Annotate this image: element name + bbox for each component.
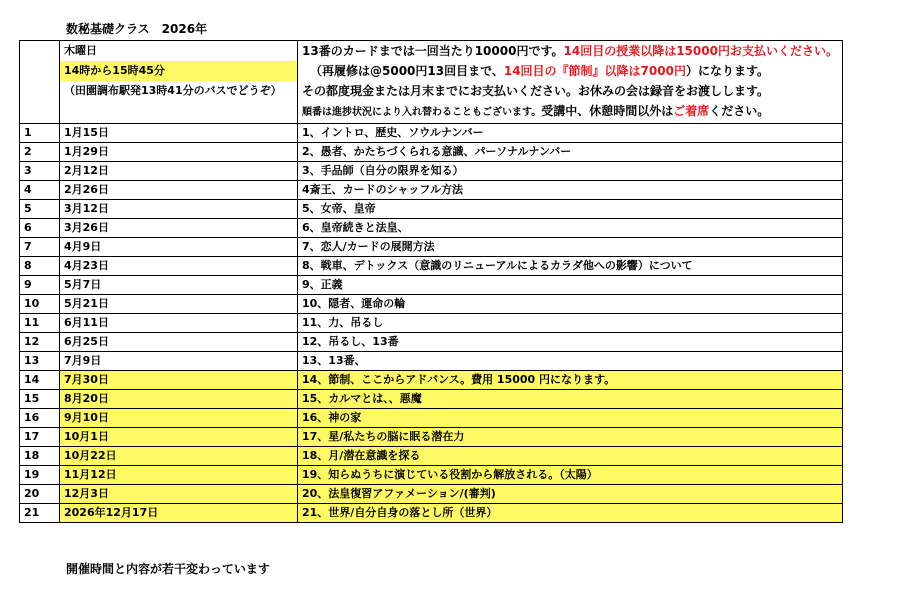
payment-line: その都度現金または月末までにお支払いください。お休みの会は録音をお渡しします。 — [302, 84, 770, 98]
table-row — [20, 143, 843, 162]
seat-note-end: ください。 — [709, 104, 770, 118]
table-row-advanced — [20, 371, 843, 390]
lesson-number: 7 — [20, 238, 60, 257]
lesson-content: 1、イントロ、歴史、ソウルナンバー — [298, 124, 843, 143]
header-schedule-cell — [60, 41, 298, 124]
fee-line-1 — [302, 41, 838, 61]
lesson-date: 10月22日 — [60, 447, 298, 466]
lesson-date: 9月10日 — [60, 409, 298, 428]
table-row — [20, 352, 843, 371]
fee-line-2 — [302, 61, 838, 81]
lesson-date: 5月7日 — [60, 276, 298, 295]
table-row-advanced — [20, 466, 843, 485]
lesson-date: 11月12日 — [60, 466, 298, 485]
lesson-content: 13、13番、 — [298, 352, 843, 371]
lesson-content: 12、吊るし、13番 — [298, 333, 843, 352]
lesson-number: 11 — [20, 314, 60, 333]
table-row — [20, 219, 843, 238]
seat-note: 受講中、休憩時間以外は — [541, 104, 674, 118]
lesson-content: 16、神の家 — [298, 409, 843, 428]
table-row — [20, 333, 843, 352]
lesson-content: 11、力、吊るし — [298, 314, 843, 333]
lesson-number: 8 — [20, 257, 60, 276]
lesson-date: 7月9日 — [60, 352, 298, 371]
footer-note: 開催時間と内容が若干変わっています — [66, 562, 270, 576]
table-row — [20, 238, 843, 257]
class-day: 木曜日 — [64, 44, 97, 57]
lesson-date: 5月21日 — [60, 295, 298, 314]
table-row-advanced — [20, 428, 843, 447]
lesson-number: 21 — [20, 504, 60, 523]
table-row-advanced — [20, 485, 843, 504]
table-row — [20, 181, 843, 200]
lesson-number: 4 — [20, 181, 60, 200]
lesson-number: 18 — [20, 447, 60, 466]
lesson-date: 1月29日 — [60, 143, 298, 162]
lesson-number: 3 — [20, 162, 60, 181]
lesson-date: 4月23日 — [60, 257, 298, 276]
lesson-content: 17、星/私たちの脳に眠る潜在力 — [298, 428, 843, 447]
lesson-date: 3月12日 — [60, 200, 298, 219]
table-row — [20, 124, 843, 143]
lesson-date: 6月11日 — [60, 314, 298, 333]
lesson-number: 14 — [20, 371, 60, 390]
header-blank-cell — [20, 41, 60, 124]
lesson-content: 10、隠者、運命の輪 — [298, 295, 843, 314]
lesson-date: 1月15日 — [60, 124, 298, 143]
lesson-number: 17 — [20, 428, 60, 447]
lesson-content: 19、知らぬうちに演じている役割から解放される。（太陽） — [298, 466, 843, 485]
lesson-content: 20、法皇復習アファメーション/(審判) — [298, 485, 843, 504]
lesson-number: 12 — [20, 333, 60, 352]
lesson-number: 1 — [20, 124, 60, 143]
lesson-content: 3、手品師（自分の限界を知る） — [298, 162, 843, 181]
lesson-date: 8月20日 — [60, 390, 298, 409]
lesson-content: 6、皇帝続きと法皇、 — [298, 219, 843, 238]
table-row-advanced — [20, 447, 843, 466]
bus-note: （田園調布駅発13時41分のバスでどうぞ） — [64, 84, 282, 97]
lesson-date: 10月1日 — [60, 428, 298, 447]
table-row — [20, 314, 843, 333]
table-row — [20, 257, 843, 276]
fee-line-2-red: 14回目の『節制』以降は7000円 — [503, 64, 686, 78]
lesson-content: 7、恋人/カードの展開方法 — [298, 238, 843, 257]
lesson-content: 9、正義 — [298, 276, 843, 295]
lesson-number: 9 — [20, 276, 60, 295]
lesson-content: 15、カルマとは、、悪魔 — [298, 390, 843, 409]
header-row — [20, 41, 843, 124]
lesson-content: 21、世界/自分自身の落とし所（世界） — [298, 504, 843, 523]
seat-note-red: ご着席 — [673, 104, 710, 118]
lesson-date: 2月12日 — [60, 162, 298, 181]
table-row-advanced — [20, 390, 843, 409]
lesson-number: 13 — [20, 352, 60, 371]
class-time: 14時から15時45分 — [60, 61, 297, 81]
order-note: 順番は進捗状況により入れ替わることもございます。 — [302, 107, 542, 118]
lesson-number: 20 — [20, 485, 60, 504]
lesson-content: 8、戦車、デトックス（意識のリニューアルによるカラダ他への影響）について — [298, 257, 843, 276]
fee-line-1-red: 14回目の授業以降は15000円お支払いください。 — [563, 44, 838, 58]
fee-line-2-end: ）になります。 — [685, 64, 770, 78]
lesson-date: 7月30日 — [60, 371, 298, 390]
lesson-date: 2026年12月17日 — [60, 504, 298, 523]
lesson-date: 3月26日 — [60, 219, 298, 238]
lesson-content: 18、月/潜在意識を探る — [298, 447, 843, 466]
page-title: 数秘基礎クラス 2026年 — [66, 22, 208, 36]
header-fee-cell — [298, 41, 843, 124]
lesson-content: 14、節制、ここからアドバンス。費用 15000 円になります。 — [298, 371, 843, 390]
lesson-content: 2、愚者、かたちづくられる意識、パーソナルナンバー — [298, 143, 843, 162]
lesson-date: 12月3日 — [60, 485, 298, 504]
notice-line — [302, 101, 838, 121]
lesson-number: 16 — [20, 409, 60, 428]
schedule-table — [19, 40, 843, 523]
table-row — [20, 295, 843, 314]
table-row — [20, 162, 843, 181]
fee-line-2-base: （再履修は@5000円13回目まで、 — [310, 64, 504, 78]
lesson-number: 2 — [20, 143, 60, 162]
fee-line-1-base: 13番のカードまでは一回当たり10000円です。 — [302, 44, 564, 58]
table-row-advanced — [20, 504, 843, 523]
table-row — [20, 200, 843, 219]
lesson-number: 10 — [20, 295, 60, 314]
lesson-content: 4斎王、カードのシャッフル方法 — [298, 181, 843, 200]
lesson-number: 5 — [20, 200, 60, 219]
lesson-date: 6月25日 — [60, 333, 298, 352]
lesson-number: 6 — [20, 219, 60, 238]
table-row — [20, 276, 843, 295]
lesson-number: 15 — [20, 390, 60, 409]
lesson-number: 19 — [20, 466, 60, 485]
lesson-content: 5、女帝、皇帝 — [298, 200, 843, 219]
lesson-date: 2月26日 — [60, 181, 298, 200]
lesson-date: 4月9日 — [60, 238, 298, 257]
table-row-advanced — [20, 409, 843, 428]
